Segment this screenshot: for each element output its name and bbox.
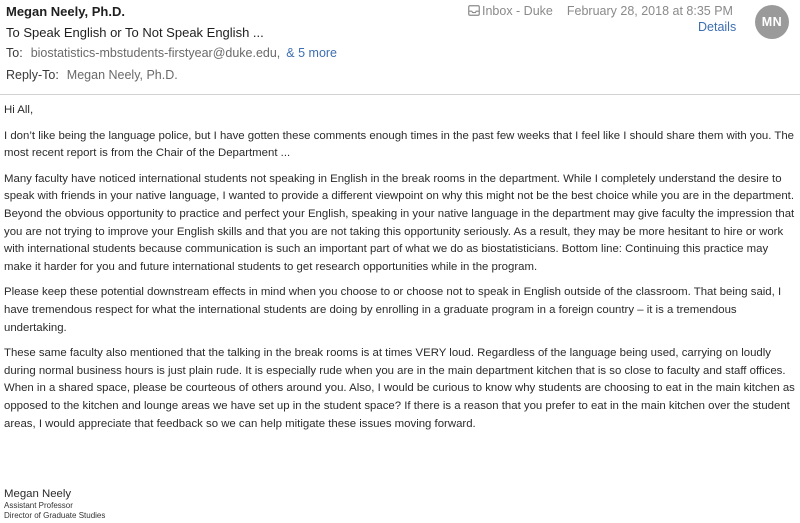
- email-header: [0, 0, 800, 95]
- email-subject: To Speak English or To Not Speak English ...: [6, 25, 264, 40]
- reply-to-value[interactable]: Megan Neely, Ph.D.: [66, 68, 178, 82]
- more-recipients-link[interactable]: & 5 more: [286, 46, 338, 60]
- reply-to-label: Reply-To:: [6, 68, 59, 82]
- avatar: MN: [755, 5, 789, 39]
- to-label: To:: [6, 46, 23, 60]
- email-meta: [468, 4, 733, 19]
- email-date: February 28, 2018 at 8:35 PM: [566, 4, 733, 18]
- signature-role: Director of Graduate Studies: [4, 511, 106, 520]
- signature-title: Assistant Professor: [4, 501, 73, 510]
- to-row: [6, 46, 337, 60]
- body-paragraph-2: Please keep these potential downstream effects in mind when you choose to or choose not to speak in English outside of the classroom. That being said, I have tremendous respect for what the international students are doing by enrolling in a graduate program in a foreign country – it is a tremendous undertaking.: [4, 286, 782, 334]
- mailbox-label: Inbox - Duke: [482, 4, 553, 18]
- to-address[interactable]: biostatistics-mbstudents-firstyear@duke.edu,: [30, 46, 281, 60]
- body-paragraph-intro: I don’t like being the language police, but I have gotten these comments enough times in the past few weeks that I feel like I should share them with you. The most recent report is from the Chair of the Department ...: [4, 129, 795, 160]
- greeting: Hi All,: [4, 104, 34, 116]
- signature: [4, 487, 105, 521]
- reply-to-row: [6, 68, 178, 82]
- signature-name: Megan Neely: [4, 488, 72, 500]
- details-link[interactable]: Details: [698, 20, 737, 34]
- inbox-tray-icon: [468, 5, 480, 19]
- body-paragraph-3: These same faculty also mentioned that the talking in the break rooms is at times VERY loud. Regardless of the language being used, carrying on loudly during normal business hours is just plain rude. It is especially rude when you are in the main department kitchen that is so close to faculty and staff offices. When in a shared space, please be courteous of others around you. Also, I would be curious to know why students are choosing to eat in the main kitchen as opposed to the kitchen and lounge areas we have set up in the student space? If there is a reason that you prefer to eat in the main kitchen over the student areas, I would appreciate that feedback so we can help mitigate these issues moving forward.: [4, 347, 795, 430]
- body-paragraph-1: Many faculty have noticed international students not speaking in English in the break rooms in the department. While I completely understand the desire to speak with friends in your native language, I wanted to provide a different viewpoint on why this might not be the best choice while you are in the department. Beyond the obvious opportunity to practice and perfect your English, speaking in your native language in the department may give faculty the impression that you are not trying to improve your English skills and that you are not taking this opportunity seriously. As a result, they may be more hesitant to hire or work with international students because communication is such an important part of what we do as biostatisticians. Bottom line: Continuing this practice may make it harder for you and future international students to get research opportunities while in the program.: [4, 172, 795, 273]
- email-body: [4, 102, 796, 441]
- sender-name[interactable]: Megan Neely, Ph.D.: [6, 4, 125, 19]
- header-divider: [0, 94, 800, 95]
